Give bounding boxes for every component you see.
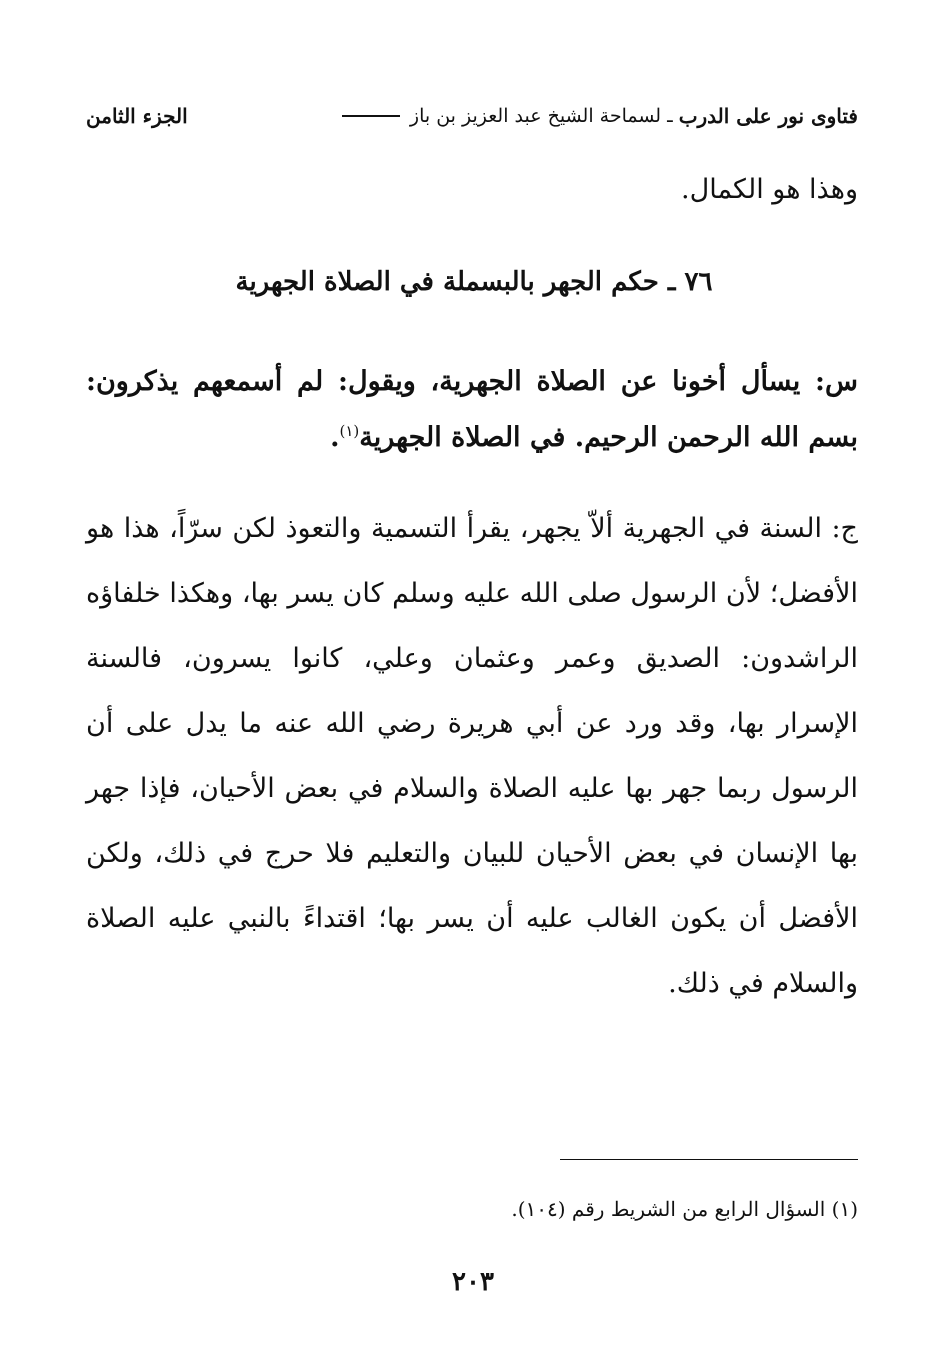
footnote: (١) السؤال الرابع من الشريط رقم (١٠٤). — [511, 1197, 858, 1221]
header-separator: ـ — [667, 105, 673, 127]
header-rule — [342, 115, 400, 117]
running-header-title-group — [338, 104, 858, 128]
question-end: . — [330, 422, 340, 453]
running-header — [86, 98, 858, 134]
author-name: لسماحة الشيخ عبد العزيز بن باز — [409, 105, 662, 127]
part-label: الجزء الثامن — [86, 104, 188, 128]
footnote-reference: (١) — [339, 422, 360, 440]
answer-paragraph: ج: السنة في الجهرية ألاّ يجهر، يقرأ التسمية والتعوذ لكن سرّاً، هذا هو الأفضل؛ لأن الرسول صلى الله عليه وسلم كان يسر بها، وهكذا خلفاؤه الراشدون: الصديق وعمر وعثمان وعلي، كانوا يسرون، فالسنة الإسرار بها، وقد ورد عن أبي هريرة رضي الله عنه ما يدل على أن الرسول ربما جهر بها عليه الصلاة والسلام في بعض الأحيان، فإذا جهر بها الإنسان في بعض الأحيان للبيان والتعليم فلا حرج في ذلك، ولكن الأفضل أن يكون الغالب عليه أن يسر بها؛ اقتداءً بالنبي عليه الصلاة والسلام في ذلك. — [86, 513, 858, 999]
footnote-rule — [560, 1159, 858, 1160]
intro-line: وهذا هو الكمال. — [681, 174, 858, 205]
question-text: س: يسأل أخونا عن الصلاة الجهرية، ويقول: لم أسمعهم يذكرون: بسم الله الرحمن الرحيم. في الصلاة الجهرية — [86, 366, 858, 453]
book-title: فتاوى نور على الدرب — [678, 104, 858, 128]
section-title: ٧٦ ـ حكم الجهر بالبسملة في الصلاة الجهرية — [235, 267, 713, 297]
question-paragraph — [86, 354, 858, 466]
page-number: ٢٠٣ — [452, 1267, 494, 1297]
